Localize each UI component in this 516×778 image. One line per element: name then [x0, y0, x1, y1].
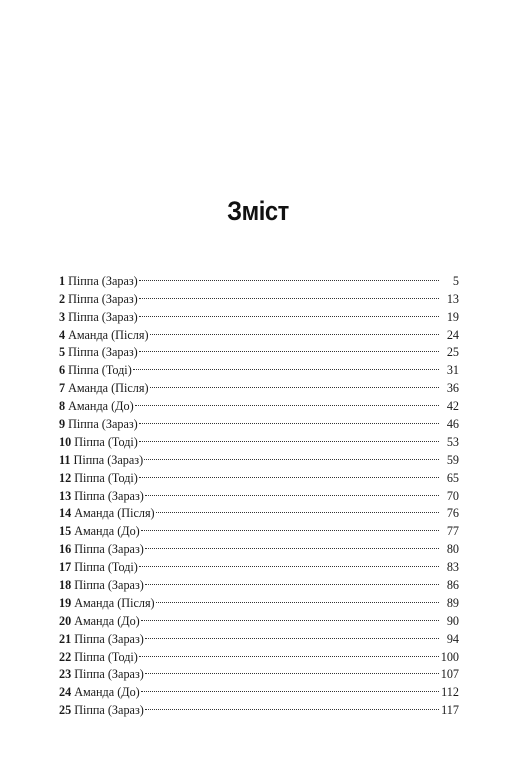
chapter-title: Аманда (До): [68, 399, 134, 414]
page-number: 117: [441, 703, 459, 718]
dot-leader: [145, 535, 439, 553]
dot-leader: [139, 464, 439, 482]
chapter-title: Піппа (Зараз): [68, 273, 138, 288]
page-number: 76: [446, 506, 459, 521]
chapter-title: Піппа (Зараз): [74, 631, 144, 646]
chapter-title: Піппа (Зараз): [74, 703, 144, 718]
page-number: 89: [446, 595, 459, 610]
dot-leader: [156, 589, 439, 607]
dot-leader: [145, 696, 439, 714]
dot-leader: [139, 339, 439, 357]
chapter-title: Піппа (Тоді): [74, 434, 138, 449]
page-number: 42: [446, 399, 459, 414]
dot-leader: [139, 428, 439, 446]
chapter-number: 17: [59, 560, 72, 575]
chapter-number: 3: [59, 309, 66, 324]
chapter-title: Піппа (Зараз): [68, 309, 138, 324]
chapter-number: 21: [59, 631, 72, 646]
chapter-title: Піппа (Зараз): [73, 452, 144, 467]
chapter-number: 10: [59, 434, 72, 449]
chapter-title: Піппа (Тоді): [74, 560, 138, 575]
page-number: 86: [446, 578, 459, 593]
chapter-number: 15: [59, 524, 72, 539]
chapter-title: Аманда (Після): [68, 327, 149, 342]
chapter-number: 12: [59, 470, 72, 485]
page-number: 70: [446, 488, 459, 503]
dot-leader: [135, 392, 439, 410]
chapter-number: 2: [59, 291, 66, 306]
chapter-title: Аманда (До): [74, 524, 140, 539]
chapter-title: Піппа (Зараз): [74, 488, 144, 503]
page-number: 107: [440, 667, 459, 682]
chapter-number: 11: [59, 452, 71, 467]
chapter-number: 7: [59, 381, 66, 396]
chapter-number: 9: [59, 417, 66, 432]
toc-entry: [59, 267, 459, 288]
chapter-number: 16: [59, 542, 72, 557]
page-number: 31: [446, 363, 459, 378]
toc-title: Зміст: [227, 196, 289, 226]
chapter-number: 14: [59, 506, 72, 521]
page-number: 83: [446, 560, 459, 575]
dot-leader: [141, 517, 439, 535]
page-number: 90: [446, 613, 459, 628]
toc-list: [59, 267, 459, 718]
dot-leader: [145, 571, 439, 589]
page-number: 112: [441, 685, 459, 700]
chapter-title: Піппа (Тоді): [68, 363, 132, 378]
dot-leader: [139, 553, 439, 571]
chapter-title: Аманда (Після): [74, 506, 155, 521]
dot-leader: [150, 321, 439, 339]
chapter-number: 5: [59, 345, 66, 360]
chapter-number: 18: [59, 578, 72, 593]
chapter-number: 25: [59, 703, 72, 718]
chapter-title: Піппа (Зараз): [68, 417, 138, 432]
dot-leader: [133, 356, 439, 374]
dot-leader: [139, 643, 439, 661]
dot-leader: [156, 500, 439, 518]
dot-leader: [145, 482, 439, 500]
dot-leader: [139, 285, 439, 303]
chapter-number: 1: [59, 273, 66, 288]
chapter-title: Аманда (До): [74, 613, 140, 628]
chapter-title: Піппа (Зараз): [74, 578, 144, 593]
dot-leader: [139, 303, 439, 321]
chapter-title: Піппа (Зараз): [68, 291, 138, 306]
page-number: 5: [452, 273, 459, 288]
chapter-number: 6: [59, 363, 66, 378]
page-number: 53: [446, 434, 459, 449]
page-number: 46: [446, 417, 459, 432]
dot-leader: [141, 607, 439, 625]
chapter-number: 13: [59, 488, 72, 503]
page-number: 25: [446, 345, 459, 360]
dot-leader: [145, 625, 439, 643]
chapter-number: 4: [59, 327, 66, 342]
page-number: 13: [446, 291, 459, 306]
page-number: 19: [446, 309, 459, 324]
dot-leader: [145, 661, 439, 679]
chapter-title: Аманда (До): [74, 685, 140, 700]
chapter-number: 22: [59, 649, 72, 664]
page-number: 94: [446, 631, 459, 646]
page-number: 24: [446, 327, 459, 342]
page-number: 36: [446, 381, 459, 396]
chapter-title: Аманда (Після): [68, 381, 149, 396]
chapter-title: Піппа (Зараз): [74, 542, 144, 557]
dot-leader: [150, 374, 439, 392]
page-number: 100: [440, 649, 459, 664]
chapter-number: 23: [59, 667, 72, 682]
chapter-number: 8: [59, 399, 66, 414]
chapter-title: Піппа (Зараз): [74, 667, 144, 682]
dot-leader: [141, 678, 439, 696]
chapter-number: 20: [59, 613, 72, 628]
chapter-title: Аманда (Після): [74, 595, 155, 610]
page-number: 77: [446, 524, 459, 539]
chapter-title: Піппа (Зараз): [68, 345, 138, 360]
dot-leader: [144, 446, 439, 464]
chapter-number: 24: [59, 685, 72, 700]
chapter-title: Піппа (Тоді): [74, 649, 138, 664]
dot-leader: [139, 410, 439, 428]
chapter-title: Піппа (Тоді): [74, 470, 138, 485]
page-number: 80: [446, 542, 459, 557]
page-number: 65: [446, 470, 459, 485]
page-number: 59: [446, 452, 459, 467]
dot-leader: [139, 267, 439, 285]
chapter-number: 19: [59, 595, 72, 610]
